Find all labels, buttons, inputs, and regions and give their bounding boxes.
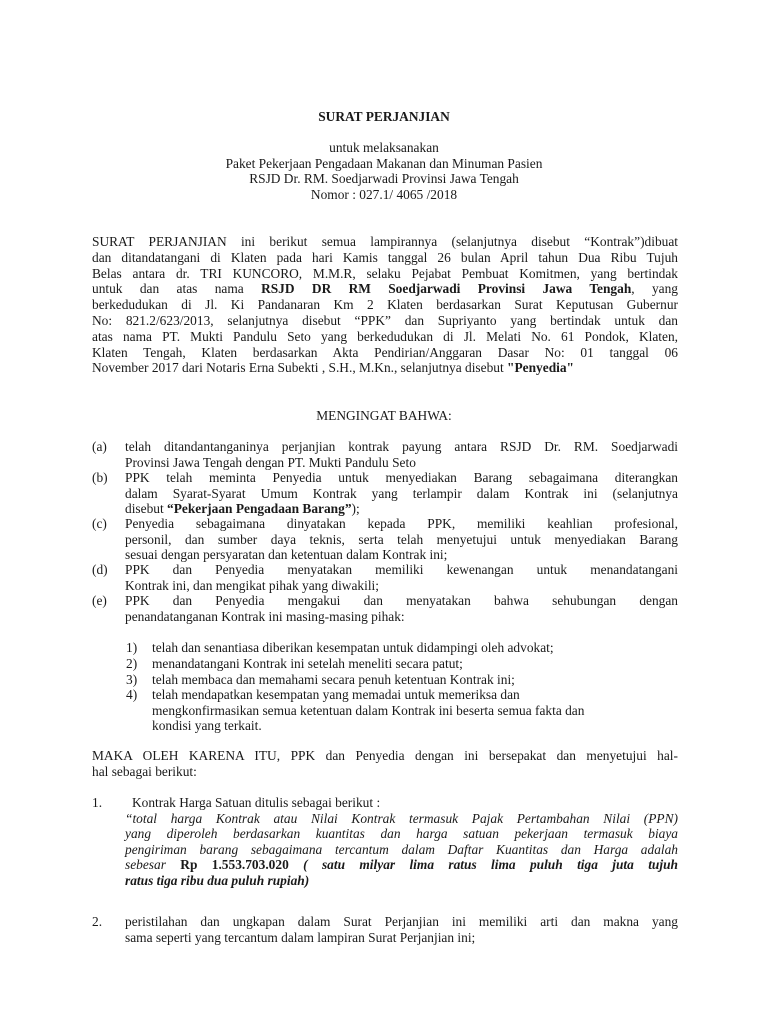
intro-paragraph (92, 234, 678, 376)
subtitle-line: RSJD Dr. RM. Soedjarwadi Provinsi Jawa Tengah (249, 171, 519, 187)
item-line: Penyedia sebagaimana dinyatakan kepada PPK, memiliki keahlian profesional, (125, 516, 678, 531)
sub-marker: 1) (126, 640, 138, 655)
list-marker: (c) (92, 516, 107, 531)
item-line: telah ditandantanganinya perjanjian kontrak payung antara RSJD Dr. RM. Soedjarwadi (125, 439, 678, 454)
item-line: sesuai dengan persyaratan dan ketentuan dalam Kontrak ini; (125, 547, 448, 563)
amount-words: ratus tiga ribu dua puluh rupiah) (125, 872, 310, 888)
intro-line: berkedudukan di Jl. Ki Pandanaran Km 2 Klaten berdasarkan Surat Keputusan Gubernur (92, 297, 678, 313)
sub-line: mengkonfirmasikan semua ketentuan dalam Kontrak ini beserta semua fakta dan (152, 702, 585, 718)
item-line: PPK telah meminta Penyedia untuk menyediakan Barang sebagaimana diterangkan (125, 470, 678, 485)
sub-line: telah membaca dan memahami secara penuh ketentuan Kontrak ini; (152, 672, 515, 687)
subtitle-line: untuk melaksanakan (329, 140, 439, 155)
intro-line: SURAT PERJANJIAN ini berikut semua lampirannya (selanjutnya disebut “Kontrak”)dibuat (92, 234, 678, 249)
sub-marker: 4) (126, 687, 138, 702)
point-2 (92, 914, 678, 945)
point-1 (92, 795, 678, 889)
item-line (125, 501, 678, 517)
maka-line: MAKA OLEH KARENA ITU, PPK dan Penyedia dengan ini bersepakat dan menyetujui hal- (92, 748, 678, 763)
subtitle-line: Nomor : 027.1/ 4065 /2018 (310, 186, 458, 202)
institution-name: RSJD DR RM Soedjarwadi Provinsi Jawa Tengah (261, 281, 632, 297)
document-subtitle (0, 140, 768, 202)
sub-line: telah mendapatkan kesempatan yang memadai untuk memeriksa dan (152, 687, 520, 702)
sub-line: telah dan senantiasa diberikan kesempatan untuk didampingi oleh advokat; (152, 640, 554, 655)
point-line (125, 857, 678, 873)
point-text: sebesar (125, 857, 181, 873)
intro-line: Klaten Tengah, Klaten berdasarkan Akta Pendirian/Anggaran Dasar No: 01 tanggal 06 (92, 344, 678, 360)
point-line: sama seperti yang tercantum dalam lampiran Surat Perjanjian ini; (125, 929, 476, 945)
intro-text: untuk dan atas nama (92, 281, 244, 297)
intro-line: atas nama PT. Mukti Pandulu Seto yang berkedudukan di Jl. Melati No. 61 Pondok, Klaten, (92, 328, 678, 344)
item-line: PPK dan Penyedia mengakui dan menyatakan bahwa sehubungan dengan (125, 593, 678, 608)
sub-item-4 (126, 687, 678, 734)
intro-line: dan ditandatangani di Klaten pada hari Kamis tanggal 26 bulan April tahun Dua Ribu Tujuh (92, 249, 678, 265)
list-marker: (a) (92, 439, 107, 454)
penyedia-term: "Penyedia" (507, 360, 574, 376)
sub-item-3 (126, 672, 678, 688)
work-term: “Pekerjaan Pengadaan Barang” (167, 501, 352, 517)
item-line: dalam Syarat-Syarat Umum Kontrak yang terlampir dalam Kontrak ini (selanjutnya (125, 485, 678, 501)
point-marker: 1. (92, 795, 103, 810)
list-marker: (d) (92, 562, 108, 577)
item-line: personil, dan sumber daya teknis, serta telah menyetujui untuk menyediakan Barang (125, 531, 678, 547)
intro-line: No: 821.2/623/2013, selanjutnya disebut “PPK” dan Supriyanto yang bertindak untuk dan (92, 312, 678, 328)
item-text: disebut (125, 501, 168, 517)
point-line: yang diperoleh berdasarkan kuantitas dan harga satuan pekerjaan termasuk biaya (125, 826, 678, 842)
sub-line: menandatangani Kontrak ini setelah meneliti secara patut; (152, 656, 463, 671)
list-item-b (92, 470, 678, 517)
item-line: penandatanganan Kontrak ini masing-masing pihak: (125, 608, 405, 624)
point-heading: Kontrak Harga Satuan ditulis sebagai berikut : (132, 795, 381, 810)
document-title: SURAT PERJANJIAN (318, 109, 450, 124)
sub-item-1 (126, 640, 678, 656)
list-item-c (92, 516, 678, 563)
intro-line: Belas antara dr. TRI KUNCORO, M.M.R, selaku Pejabat Pembuat Komitmen, yang bertindak (92, 265, 678, 281)
point-line: pengiriman barang sebagaimana tercantum dalam Daftar Kuantitas dan Harga adalah (125, 841, 678, 857)
sub-line: kondisi yang terkait. (152, 718, 262, 734)
item-line: Provinsi Jawa Tengah dengan PT. Mukti Pandulu Seto (125, 454, 416, 470)
intro-text: , yang (631, 281, 678, 297)
item-line: PPK dan Penyedia menyatakan memiliki kewenangan untuk menandatangani (125, 562, 678, 577)
list-item-e (92, 593, 678, 624)
point-line: “total harga Kontrak atau Nilai Kontrak termasuk Pajak Pertambahan Nilai (PPN) (125, 810, 678, 826)
subtitle-line: Paket Pekerjaan Pengadaan Makanan dan Minuman Pasien (225, 155, 543, 171)
item-line: Kontrak ini, dan mengikat pihak yang diwakili; (125, 577, 379, 593)
point-line: peristilahan dan ungkapan dalam Surat Perjanjian ini memiliki arti dan makna yang (125, 914, 678, 929)
sub-marker: 3) (126, 672, 138, 687)
list-marker: (b) (92, 470, 108, 485)
intro-line (92, 281, 678, 297)
intro-line (92, 360, 678, 376)
amount-words: ( satu milyar lima ratus lima puluh tiga juta tujuh (288, 857, 678, 873)
point-marker: 2. (92, 914, 103, 929)
list-marker: (e) (92, 593, 107, 608)
sub-item-2 (126, 656, 678, 672)
maka-line: hal sebagai berikut: (92, 763, 197, 779)
item-text: ); (351, 501, 360, 517)
section-heading: MENGINGAT BAHWA: (316, 408, 452, 423)
intro-text: November 2017 dari Notaris Erna Subekti , S.H., M.Kn., selanjutnya disebut (92, 360, 508, 376)
list-item-a (92, 439, 678, 470)
contract-amount: Rp 1.553.703.020 (180, 857, 289, 873)
maka-paragraph (92, 748, 678, 780)
sub-marker: 2) (126, 656, 138, 671)
list-item-d (92, 562, 678, 593)
